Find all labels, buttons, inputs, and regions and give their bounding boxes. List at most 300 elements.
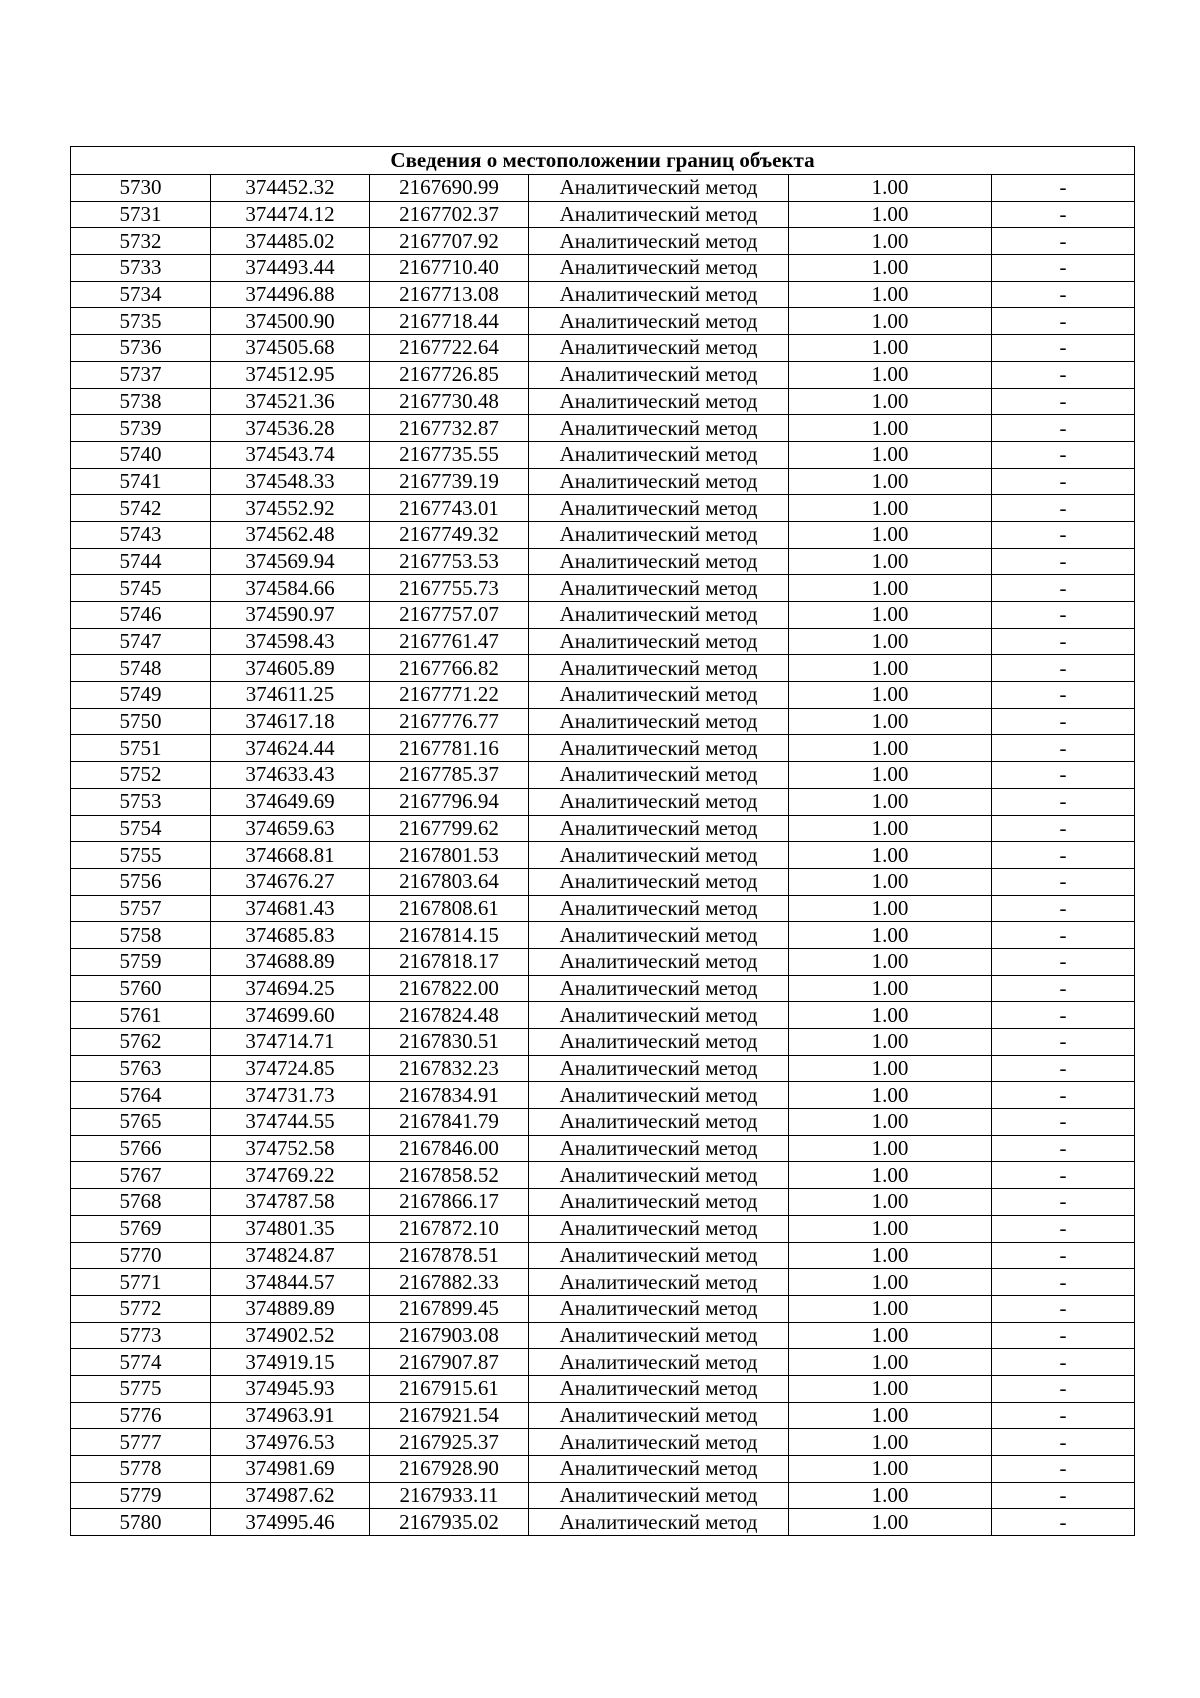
x-coordinate-cell: 374681.43 <box>211 895 370 922</box>
x-coordinate-cell: 374919.15 <box>211 1349 370 1376</box>
table-row <box>71 201 1135 228</box>
y-coordinate-cell: 2167730.48 <box>370 388 529 415</box>
x-coordinate-cell: 374801.35 <box>211 1215 370 1242</box>
point-number-cell: 5747 <box>71 628 211 655</box>
x-coordinate-cell: 374624.44 <box>211 735 370 762</box>
precision-cell: 1.00 <box>789 682 992 709</box>
point-number-cell: 5731 <box>71 201 211 228</box>
x-coordinate-cell: 374676.27 <box>211 868 370 895</box>
description-cell: - <box>992 1109 1135 1136</box>
x-coordinate-cell: 374668.81 <box>211 842 370 869</box>
description-cell: - <box>992 1269 1135 1296</box>
description-cell: - <box>992 281 1135 308</box>
table-row <box>71 1189 1135 1216</box>
description-cell: - <box>992 602 1135 629</box>
precision-cell: 1.00 <box>789 762 992 789</box>
x-coordinate-cell: 374688.89 <box>211 948 370 975</box>
x-coordinate-cell: 374976.53 <box>211 1429 370 1456</box>
point-number-cell: 5764 <box>71 1082 211 1109</box>
x-coordinate-cell: 374584.66 <box>211 575 370 602</box>
description-cell: - <box>992 895 1135 922</box>
description-cell: - <box>992 415 1135 442</box>
y-coordinate-cell: 2167710.40 <box>370 255 529 282</box>
y-coordinate-cell: 2167925.37 <box>370 1429 529 1456</box>
point-number-cell: 5734 <box>71 281 211 308</box>
method-cell: Аналитический метод <box>529 1456 789 1483</box>
precision-cell: 1.00 <box>789 1456 992 1483</box>
method-cell: Аналитический метод <box>529 361 789 388</box>
point-number-cell: 5758 <box>71 922 211 949</box>
method-cell: Аналитический метод <box>529 1029 789 1056</box>
precision-cell: 1.00 <box>789 1322 992 1349</box>
description-cell: - <box>992 1002 1135 1029</box>
x-coordinate-cell: 374752.58 <box>211 1135 370 1162</box>
table-row <box>71 975 1135 1002</box>
point-number-cell: 5757 <box>71 895 211 922</box>
x-coordinate-cell: 374987.62 <box>211 1482 370 1509</box>
point-number-cell: 5730 <box>71 175 211 202</box>
method-cell: Аналитический метод <box>529 1135 789 1162</box>
description-cell: - <box>992 1055 1135 1082</box>
method-cell: Аналитический метод <box>529 175 789 202</box>
precision-cell: 1.00 <box>789 1135 992 1162</box>
point-number-cell: 5770 <box>71 1242 211 1269</box>
point-number-cell: 5767 <box>71 1162 211 1189</box>
precision-cell: 1.00 <box>789 975 992 1002</box>
point-number-cell: 5762 <box>71 1029 211 1056</box>
description-cell: - <box>992 175 1135 202</box>
point-number-cell: 5761 <box>71 1002 211 1029</box>
x-coordinate-cell: 374605.89 <box>211 655 370 682</box>
point-number-cell: 5754 <box>71 815 211 842</box>
method-cell: Аналитический метод <box>529 1322 789 1349</box>
precision-cell: 1.00 <box>789 308 992 335</box>
y-coordinate-cell: 2167718.44 <box>370 308 529 335</box>
point-number-cell: 5766 <box>71 1135 211 1162</box>
table-row <box>71 1322 1135 1349</box>
y-coordinate-cell: 2167882.33 <box>370 1269 529 1296</box>
method-cell: Аналитический метод <box>529 335 789 362</box>
x-coordinate-cell: 374590.97 <box>211 602 370 629</box>
point-number-cell: 5741 <box>71 468 211 495</box>
table-row <box>71 815 1135 842</box>
description-cell: - <box>992 521 1135 548</box>
precision-cell: 1.00 <box>789 1509 992 1536</box>
y-coordinate-cell: 2167903.08 <box>370 1322 529 1349</box>
y-coordinate-cell: 2167749.32 <box>370 521 529 548</box>
table-row <box>71 521 1135 548</box>
precision-cell: 1.00 <box>789 388 992 415</box>
boundary-coordinates-table <box>70 146 1135 1536</box>
x-coordinate-cell: 374617.18 <box>211 708 370 735</box>
table-row <box>71 842 1135 869</box>
method-cell: Аналитический метод <box>529 842 789 869</box>
precision-cell: 1.00 <box>789 708 992 735</box>
x-coordinate-cell: 374902.52 <box>211 1322 370 1349</box>
description-cell: - <box>992 682 1135 709</box>
table-row <box>71 682 1135 709</box>
precision-cell: 1.00 <box>789 521 992 548</box>
description-cell: - <box>992 1322 1135 1349</box>
method-cell: Аналитический метод <box>529 281 789 308</box>
point-number-cell: 5779 <box>71 1482 211 1509</box>
method-cell: Аналитический метод <box>529 575 789 602</box>
table-row <box>71 415 1135 442</box>
point-number-cell: 5733 <box>71 255 211 282</box>
table-row <box>71 1269 1135 1296</box>
description-cell: - <box>992 628 1135 655</box>
method-cell: Аналитический метод <box>529 255 789 282</box>
y-coordinate-cell: 2167766.82 <box>370 655 529 682</box>
y-coordinate-cell: 2167801.53 <box>370 842 529 869</box>
point-number-cell: 5765 <box>71 1109 211 1136</box>
precision-cell: 1.00 <box>789 1189 992 1216</box>
precision-cell: 1.00 <box>789 1349 992 1376</box>
precision-cell: 1.00 <box>789 441 992 468</box>
method-cell: Аналитический метод <box>529 922 789 949</box>
table-row <box>71 788 1135 815</box>
y-coordinate-cell: 2167832.23 <box>370 1055 529 1082</box>
point-number-cell: 5774 <box>71 1349 211 1376</box>
point-number-cell: 5777 <box>71 1429 211 1456</box>
precision-cell: 1.00 <box>789 1269 992 1296</box>
point-number-cell: 5756 <box>71 868 211 895</box>
table-row <box>71 762 1135 789</box>
x-coordinate-cell: 374452.32 <box>211 175 370 202</box>
method-cell: Аналитический метод <box>529 388 789 415</box>
point-number-cell: 5771 <box>71 1269 211 1296</box>
description-cell: - <box>992 201 1135 228</box>
description-cell: - <box>992 1189 1135 1216</box>
description-cell: - <box>992 548 1135 575</box>
precision-cell: 1.00 <box>789 201 992 228</box>
y-coordinate-cell: 2167757.07 <box>370 602 529 629</box>
description-cell: - <box>992 1349 1135 1376</box>
description-cell: - <box>992 1429 1135 1456</box>
precision-cell: 1.00 <box>789 335 992 362</box>
x-coordinate-cell: 374474.12 <box>211 201 370 228</box>
point-number-cell: 5749 <box>71 682 211 709</box>
method-cell: Аналитический метод <box>529 521 789 548</box>
precision-cell: 1.00 <box>789 548 992 575</box>
y-coordinate-cell: 2167713.08 <box>370 281 529 308</box>
y-coordinate-cell: 2167785.37 <box>370 762 529 789</box>
x-coordinate-cell: 374633.43 <box>211 762 370 789</box>
precision-cell: 1.00 <box>789 1055 992 1082</box>
table-row <box>71 868 1135 895</box>
description-cell: - <box>992 1295 1135 1322</box>
description-cell: - <box>992 655 1135 682</box>
y-coordinate-cell: 2167866.17 <box>370 1189 529 1216</box>
description-cell: - <box>992 842 1135 869</box>
table-row <box>71 735 1135 762</box>
description-cell: - <box>992 1082 1135 1109</box>
method-cell: Аналитический метод <box>529 1482 789 1509</box>
method-cell: Аналитический метод <box>529 975 789 1002</box>
method-cell: Аналитический метод <box>529 682 789 709</box>
point-number-cell: 5763 <box>71 1055 211 1082</box>
table-row <box>71 255 1135 282</box>
x-coordinate-cell: 374744.55 <box>211 1109 370 1136</box>
point-number-cell: 5746 <box>71 602 211 629</box>
description-cell: - <box>992 361 1135 388</box>
method-cell: Аналитический метод <box>529 788 789 815</box>
method-cell: Аналитический метод <box>529 1429 789 1456</box>
point-number-cell: 5768 <box>71 1189 211 1216</box>
y-coordinate-cell: 2167771.22 <box>370 682 529 709</box>
description-cell: - <box>992 1135 1135 1162</box>
y-coordinate-cell: 2167702.37 <box>370 201 529 228</box>
precision-cell: 1.00 <box>789 1375 992 1402</box>
y-coordinate-cell: 2167726.85 <box>370 361 529 388</box>
document-page <box>70 146 1134 1536</box>
y-coordinate-cell: 2167921.54 <box>370 1402 529 1429</box>
x-coordinate-cell: 374724.85 <box>211 1055 370 1082</box>
description-cell: - <box>992 228 1135 255</box>
method-cell: Аналитический метод <box>529 495 789 522</box>
method-cell: Аналитический метод <box>529 415 789 442</box>
y-coordinate-cell: 2167743.01 <box>370 495 529 522</box>
method-cell: Аналитический метод <box>529 1295 789 1322</box>
y-coordinate-cell: 2167776.77 <box>370 708 529 735</box>
precision-cell: 1.00 <box>789 281 992 308</box>
x-coordinate-cell: 374500.90 <box>211 308 370 335</box>
x-coordinate-cell: 374521.36 <box>211 388 370 415</box>
table-row <box>71 1482 1135 1509</box>
table-row <box>71 228 1135 255</box>
y-coordinate-cell: 2167814.15 <box>370 922 529 949</box>
method-cell: Аналитический метод <box>529 1242 789 1269</box>
x-coordinate-cell: 374493.44 <box>211 255 370 282</box>
table-row <box>71 1109 1135 1136</box>
precision-cell: 1.00 <box>789 842 992 869</box>
y-coordinate-cell: 2167841.79 <box>370 1109 529 1136</box>
precision-cell: 1.00 <box>789 895 992 922</box>
table-row <box>71 1456 1135 1483</box>
precision-cell: 1.00 <box>789 602 992 629</box>
method-cell: Аналитический метод <box>529 815 789 842</box>
description-cell: - <box>992 1162 1135 1189</box>
x-coordinate-cell: 374543.74 <box>211 441 370 468</box>
y-coordinate-cell: 2167834.91 <box>370 1082 529 1109</box>
y-coordinate-cell: 2167928.90 <box>370 1456 529 1483</box>
precision-cell: 1.00 <box>789 922 992 949</box>
method-cell: Аналитический метод <box>529 628 789 655</box>
method-cell: Аналитический метод <box>529 1002 789 1029</box>
table-row <box>71 575 1135 602</box>
x-coordinate-cell: 374699.60 <box>211 1002 370 1029</box>
method-cell: Аналитический метод <box>529 762 789 789</box>
precision-cell: 1.00 <box>789 788 992 815</box>
description-cell: - <box>992 975 1135 1002</box>
precision-cell: 1.00 <box>789 1029 992 1056</box>
y-coordinate-cell: 2167907.87 <box>370 1349 529 1376</box>
description-cell: - <box>992 1402 1135 1429</box>
description-cell: - <box>992 308 1135 335</box>
method-cell: Аналитический метод <box>529 468 789 495</box>
point-number-cell: 5738 <box>71 388 211 415</box>
method-cell: Аналитический метод <box>529 1509 789 1536</box>
x-coordinate-cell: 374598.43 <box>211 628 370 655</box>
point-number-cell: 5748 <box>71 655 211 682</box>
point-number-cell: 5769 <box>71 1215 211 1242</box>
x-coordinate-cell: 374505.68 <box>211 335 370 362</box>
method-cell: Аналитический метод <box>529 1269 789 1296</box>
x-coordinate-cell: 374485.02 <box>211 228 370 255</box>
method-cell: Аналитический метод <box>529 948 789 975</box>
precision-cell: 1.00 <box>789 868 992 895</box>
x-coordinate-cell: 374769.22 <box>211 1162 370 1189</box>
precision-cell: 1.00 <box>789 1002 992 1029</box>
table-row <box>71 1135 1135 1162</box>
point-number-cell: 5736 <box>71 335 211 362</box>
table-row <box>71 361 1135 388</box>
precision-cell: 1.00 <box>789 495 992 522</box>
description-cell: - <box>992 735 1135 762</box>
precision-cell: 1.00 <box>789 175 992 202</box>
description-cell: - <box>992 948 1135 975</box>
x-coordinate-cell: 374552.92 <box>211 495 370 522</box>
description-cell: - <box>992 388 1135 415</box>
precision-cell: 1.00 <box>789 948 992 975</box>
y-coordinate-cell: 2167803.64 <box>370 868 529 895</box>
x-coordinate-cell: 374496.88 <box>211 281 370 308</box>
precision-cell: 1.00 <box>789 628 992 655</box>
point-number-cell: 5778 <box>71 1456 211 1483</box>
table-row <box>71 708 1135 735</box>
x-coordinate-cell: 374945.93 <box>211 1375 370 1402</box>
x-coordinate-cell: 374562.48 <box>211 521 370 548</box>
table-row <box>71 948 1135 975</box>
y-coordinate-cell: 2167824.48 <box>370 1002 529 1029</box>
description-cell: - <box>992 708 1135 735</box>
method-cell: Аналитический метод <box>529 1402 789 1429</box>
precision-cell: 1.00 <box>789 735 992 762</box>
table-body <box>71 175 1135 1536</box>
x-coordinate-cell: 374649.69 <box>211 788 370 815</box>
precision-cell: 1.00 <box>789 255 992 282</box>
y-coordinate-cell: 2167735.55 <box>370 441 529 468</box>
precision-cell: 1.00 <box>789 1082 992 1109</box>
y-coordinate-cell: 2167899.45 <box>370 1295 529 1322</box>
table-row <box>71 1429 1135 1456</box>
precision-cell: 1.00 <box>789 415 992 442</box>
y-coordinate-cell: 2167915.61 <box>370 1375 529 1402</box>
method-cell: Аналитический метод <box>529 1189 789 1216</box>
precision-cell: 1.00 <box>789 1402 992 1429</box>
x-coordinate-cell: 374963.91 <box>211 1402 370 1429</box>
precision-cell: 1.00 <box>789 655 992 682</box>
table-row <box>71 548 1135 575</box>
description-cell: - <box>992 788 1135 815</box>
point-number-cell: 5739 <box>71 415 211 442</box>
point-number-cell: 5753 <box>71 788 211 815</box>
y-coordinate-cell: 2167690.99 <box>370 175 529 202</box>
point-number-cell: 5775 <box>71 1375 211 1402</box>
table-row <box>71 281 1135 308</box>
table-row <box>71 441 1135 468</box>
point-number-cell: 5760 <box>71 975 211 1002</box>
y-coordinate-cell: 2167707.92 <box>370 228 529 255</box>
table-row <box>71 922 1135 949</box>
y-coordinate-cell: 2167732.87 <box>370 415 529 442</box>
table-row <box>71 1082 1135 1109</box>
table-row <box>71 1002 1135 1029</box>
y-coordinate-cell: 2167830.51 <box>370 1029 529 1056</box>
table-row <box>71 175 1135 202</box>
precision-cell: 1.00 <box>789 1162 992 1189</box>
y-coordinate-cell: 2167722.64 <box>370 335 529 362</box>
table-row <box>71 655 1135 682</box>
description-cell: - <box>992 922 1135 949</box>
description-cell: - <box>992 1456 1135 1483</box>
point-number-cell: 5752 <box>71 762 211 789</box>
method-cell: Аналитический метод <box>529 308 789 335</box>
description-cell: - <box>992 1509 1135 1536</box>
table-row <box>71 1295 1135 1322</box>
point-number-cell: 5776 <box>71 1402 211 1429</box>
method-cell: Аналитический метод <box>529 1055 789 1082</box>
table-row <box>71 1402 1135 1429</box>
method-cell: Аналитический метод <box>529 655 789 682</box>
x-coordinate-cell: 374548.33 <box>211 468 370 495</box>
x-coordinate-cell: 374685.83 <box>211 922 370 949</box>
description-cell: - <box>992 762 1135 789</box>
table-title-row <box>71 147 1135 175</box>
precision-cell: 1.00 <box>789 575 992 602</box>
table-row <box>71 1162 1135 1189</box>
point-number-cell: 5755 <box>71 842 211 869</box>
table-row <box>71 388 1135 415</box>
x-coordinate-cell: 374569.94 <box>211 548 370 575</box>
method-cell: Аналитический метод <box>529 708 789 735</box>
y-coordinate-cell: 2167822.00 <box>370 975 529 1002</box>
y-coordinate-cell: 2167781.16 <box>370 735 529 762</box>
description-cell: - <box>992 1242 1135 1269</box>
description-cell: - <box>992 815 1135 842</box>
y-coordinate-cell: 2167755.73 <box>370 575 529 602</box>
y-coordinate-cell: 2167739.19 <box>370 468 529 495</box>
x-coordinate-cell: 374659.63 <box>211 815 370 842</box>
table-row <box>71 895 1135 922</box>
point-number-cell: 5732 <box>71 228 211 255</box>
precision-cell: 1.00 <box>789 228 992 255</box>
point-number-cell: 5735 <box>71 308 211 335</box>
precision-cell: 1.00 <box>789 361 992 388</box>
method-cell: Аналитический метод <box>529 1082 789 1109</box>
precision-cell: 1.00 <box>789 1295 992 1322</box>
method-cell: Аналитический метод <box>529 735 789 762</box>
method-cell: Аналитический метод <box>529 1215 789 1242</box>
y-coordinate-cell: 2167935.02 <box>370 1509 529 1536</box>
precision-cell: 1.00 <box>789 1242 992 1269</box>
point-number-cell: 5780 <box>71 1509 211 1536</box>
table-row <box>71 628 1135 655</box>
point-number-cell: 5750 <box>71 708 211 735</box>
x-coordinate-cell: 374889.89 <box>211 1295 370 1322</box>
description-cell: - <box>992 335 1135 362</box>
x-coordinate-cell: 374844.57 <box>211 1269 370 1296</box>
method-cell: Аналитический метод <box>529 441 789 468</box>
y-coordinate-cell: 2167846.00 <box>370 1135 529 1162</box>
point-number-cell: 5742 <box>71 495 211 522</box>
method-cell: Аналитический метод <box>529 1109 789 1136</box>
table-title: Сведения о местоположении границ объекта <box>71 147 1135 175</box>
point-number-cell: 5743 <box>71 521 211 548</box>
point-number-cell: 5772 <box>71 1295 211 1322</box>
y-coordinate-cell: 2167808.61 <box>370 895 529 922</box>
description-cell: - <box>992 1029 1135 1056</box>
